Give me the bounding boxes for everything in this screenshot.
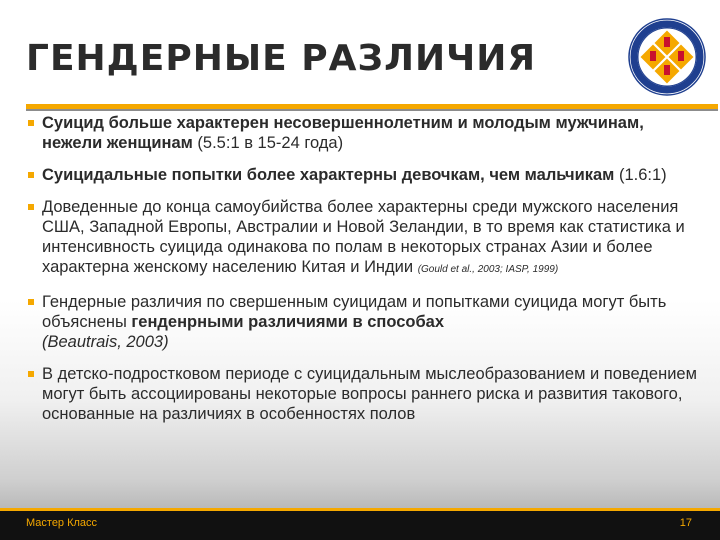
bullet-square-icon (28, 204, 34, 210)
bullet-item (28, 113, 698, 153)
footer-label: Мастер Класс (26, 517, 98, 529)
bullet-strong-text: генденрными различиями в способах (131, 313, 445, 331)
citation: (Gould et al., 2003; IASP, 1999) (417, 264, 559, 275)
page-number: 17 (679, 517, 692, 529)
bullet-item (28, 197, 698, 280)
bullet-square-icon (28, 172, 34, 178)
bullet-strong-text: Суицид больше характерен несовершеннолетним и молодым мужчинам, нежели женщинам (42, 114, 644, 152)
bullet-square-icon (28, 299, 34, 305)
bullet-text: Гендерные различия по свершенным суицидам и попытками суицида могут быть объяснены (42, 293, 667, 331)
citation: (Beautrais, 2003) (42, 333, 169, 351)
bullet-item (28, 364, 698, 424)
footer-bar (0, 508, 720, 540)
bullet-text: Доведенные до конца самоубийства более характерны среди мужского населения США, Западной Европы, Австралии и Новой Зеландии, в то время как статистика и интенсивность суицида одинакова по полам в некоторых странах Азии и более характерна женскому населению Китая и Индии (42, 198, 685, 276)
bullet-square-icon (28, 371, 34, 377)
bullet-strong-text: Суицидальные попытки более характерны девочкам, чем мальчикам (42, 166, 615, 184)
bullet-square-icon (28, 120, 34, 126)
bullet-text: (5.5:1 в 15-24 года) (192, 134, 344, 152)
bullet-item (28, 165, 698, 185)
bullet-text: (1.6:1) (614, 166, 667, 184)
slide-title: ГЕНДЕРНЫЕ РАЗЛИЧИЯ (26, 38, 537, 79)
bullet-text: В детско-подростковом периоде с суицидальным мыслеобразованием и поведением могут быть ассоциированы некоторые вопросы раннего риска и развития такового, основанные на различиях в особенностях полов (42, 365, 697, 423)
bullet-list (28, 113, 698, 436)
title-divider-shadow (26, 109, 718, 111)
bullet-item (28, 292, 698, 352)
organization-seal-icon (628, 18, 706, 96)
